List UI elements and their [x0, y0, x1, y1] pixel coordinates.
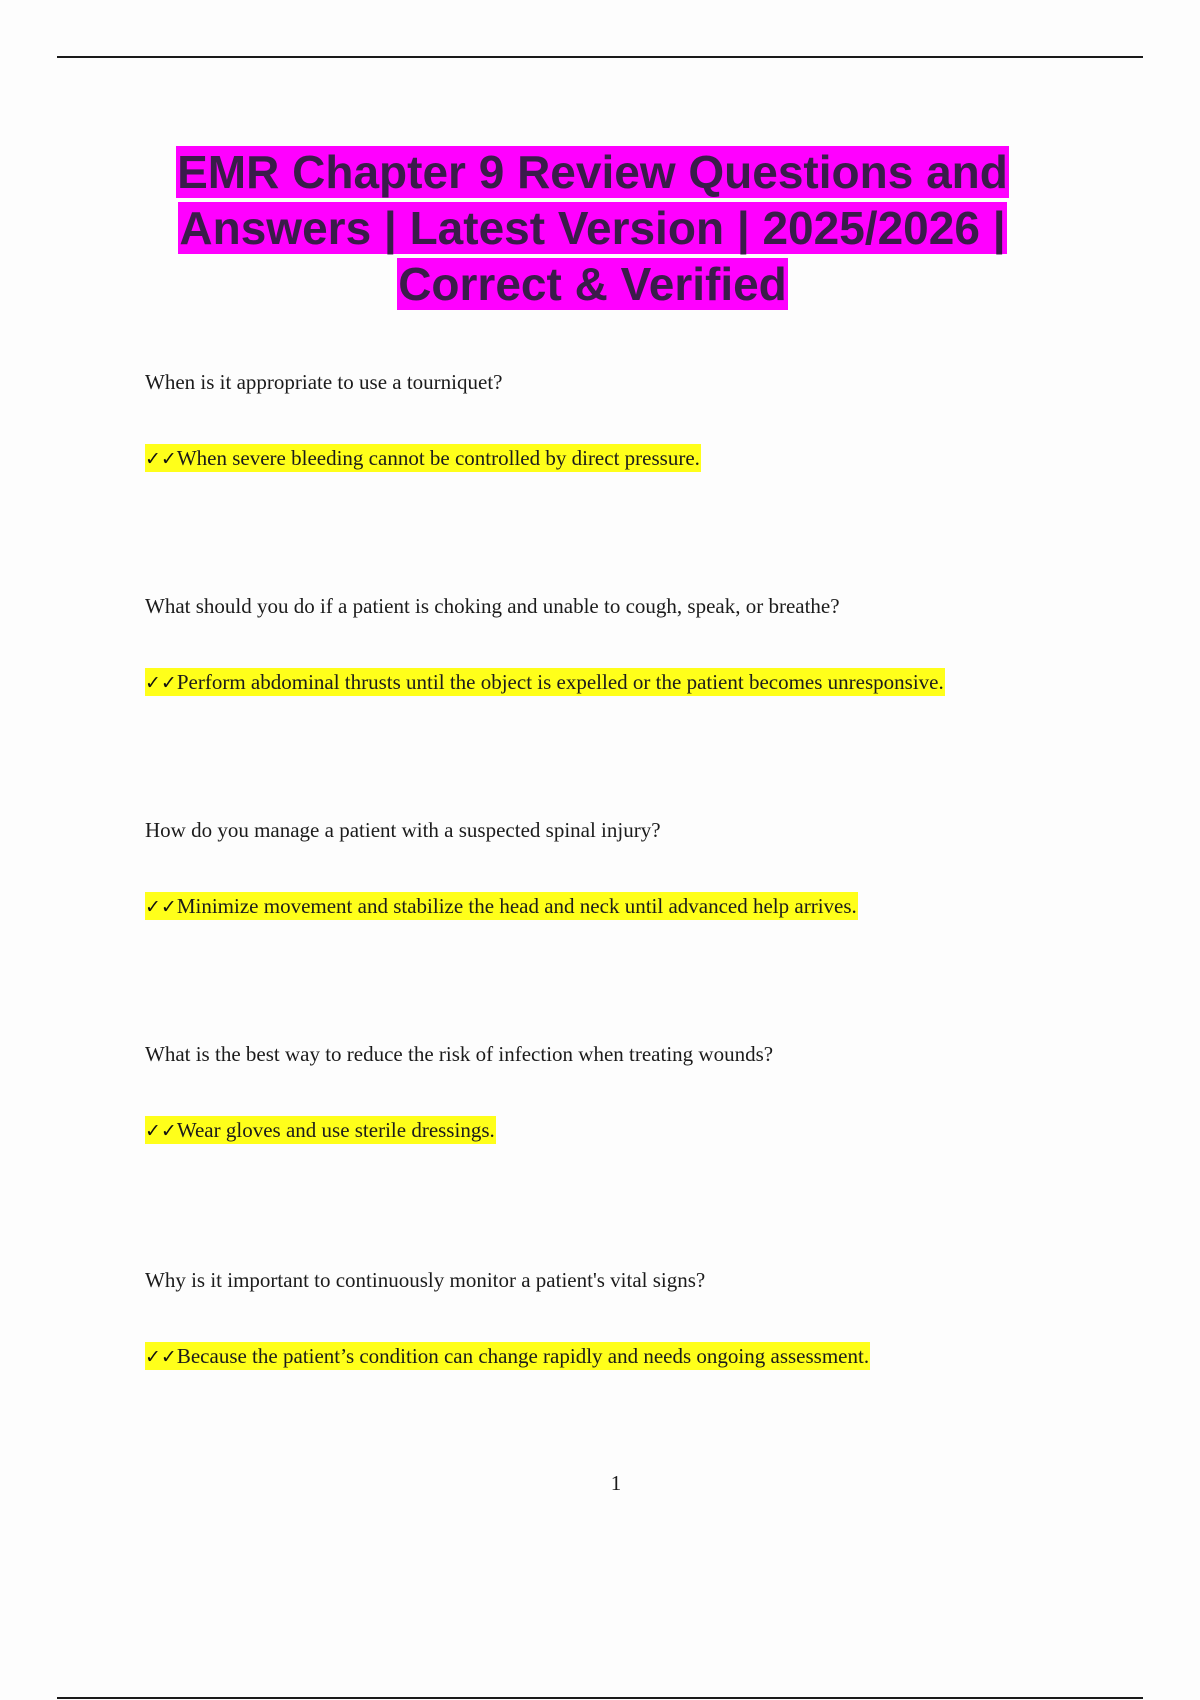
answer: [145, 668, 1145, 697]
document-title: [120, 144, 1065, 312]
double-check-icon: ✓✓: [145, 672, 177, 694]
qa-item-2: [145, 592, 1145, 697]
qa-item-1: [145, 368, 1145, 473]
answer-text: Perform abdominal thrusts until the object is expelled or the patient becomes unresponsive.: [176, 670, 944, 694]
top-rule: [57, 56, 1143, 58]
answer-text: When severe bleeding cannot be controlled by direct pressure.: [176, 446, 700, 470]
qa-item-5: [145, 1266, 1145, 1371]
double-check-icon: ✓✓: [145, 448, 177, 470]
answer-highlight: [145, 1116, 496, 1144]
answer-highlight: [145, 668, 945, 696]
answer: [145, 1342, 1145, 1371]
answer-highlight: [145, 892, 858, 920]
question-text: How do you manage a patient with a suspected spinal injury?: [145, 818, 661, 842]
qa-item-3: [145, 816, 1145, 921]
question-text: What should you do if a patient is choking and unable to cough, speak, or breathe?: [145, 594, 840, 618]
question-text: What is the best way to reduce the risk of infection when treating wounds?: [145, 1042, 774, 1066]
double-check-icon: ✓✓: [145, 1120, 177, 1142]
page-number: 1: [610, 1471, 622, 1495]
answer-text: Minimize movement and stabilize the head and neck until advanced help arrives.: [176, 894, 857, 918]
answer-text: Wear gloves and use sterile dressings.: [176, 1118, 495, 1142]
double-check-icon: ✓✓: [145, 896, 177, 918]
answer-text: Because the patient’s condition can change rapidly and needs ongoing assessment.: [176, 1344, 870, 1368]
answer-highlight: [145, 444, 701, 472]
double-check-icon: ✓✓: [145, 1346, 177, 1368]
qa-item-4: [145, 1040, 1145, 1145]
title-text: EMR Chapter 9 Review Questions and Answers | Latest Version | 2025/2026 | Correct & Verified: [177, 146, 1008, 310]
question-text: When is it appropriate to use a tourniquet?: [145, 370, 503, 394]
answer: [145, 1116, 1145, 1145]
answer: [145, 444, 1145, 473]
answer: [145, 892, 1145, 921]
bottom-rule: [57, 1697, 1143, 1699]
question-text: Why is it important to continuously monitor a patient's vital signs?: [145, 1268, 706, 1292]
answer-highlight: [145, 1342, 870, 1370]
